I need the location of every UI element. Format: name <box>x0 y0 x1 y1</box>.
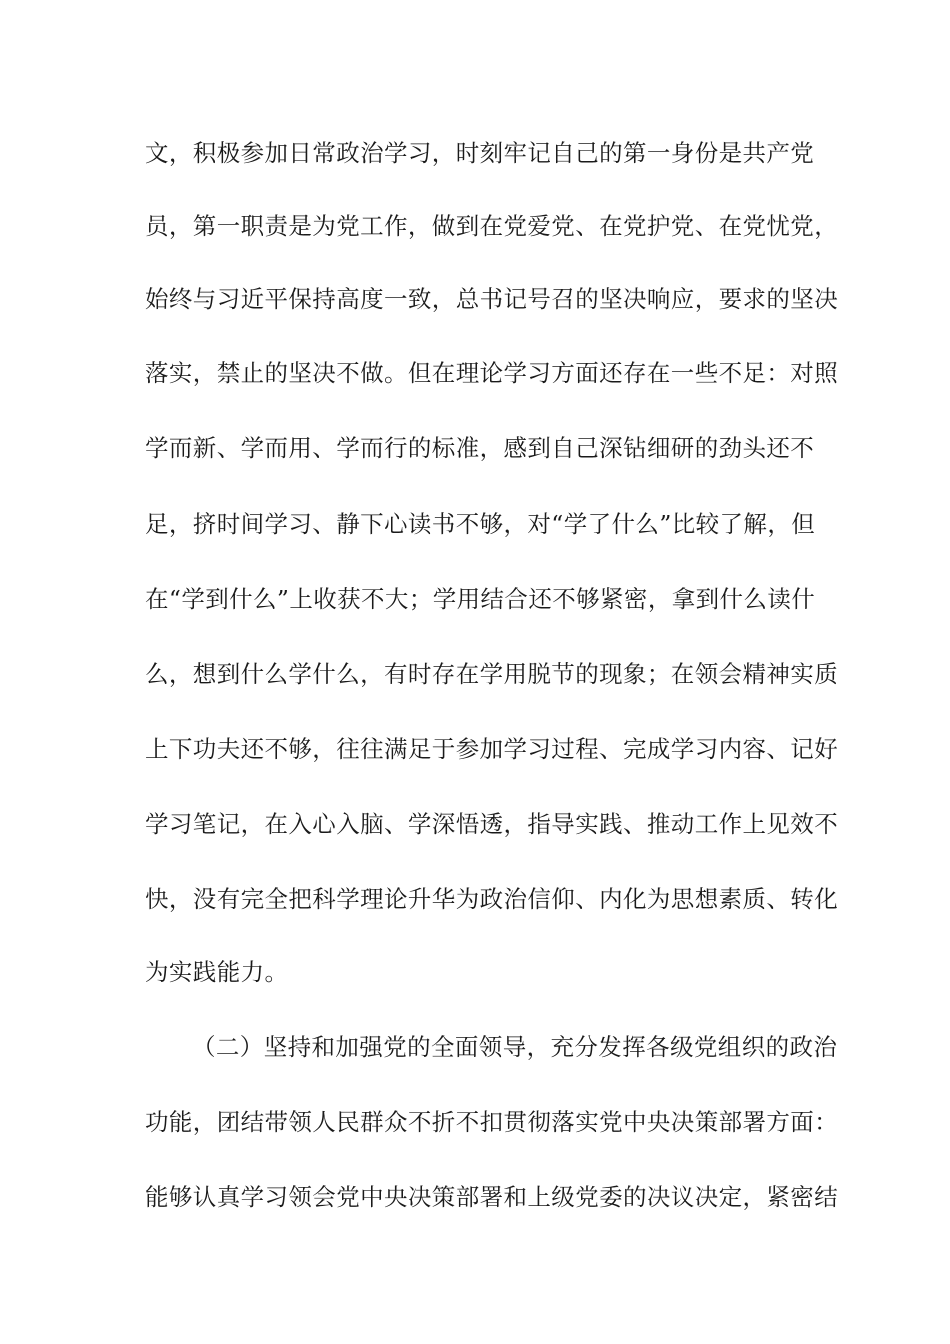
body-text-line: 落实，禁止的坚决不做。但在理论学习方面还存在一些不足：对照 <box>145 359 839 387</box>
body-text-line: 么，想到什么学什么，有时存在学用脱节的现象；在领会精神实质 <box>145 660 839 688</box>
body-text-line: 能够认真学习领会党中央决策部署和上级党委的决议决定，紧密结 <box>145 1183 839 1211</box>
body-text-line: 文，积极参加日常政治学习，时刻牢记自己的第一身份是共产党 <box>145 139 815 167</box>
body-text-line: 上下功夫还不够，往往满足于参加学习过程、完成学习内容、记好 <box>145 735 839 763</box>
body-text-line: 学而新、学而用、学而行的标准，感到自己深钻细研的劲头还不 <box>145 434 815 462</box>
body-text-line: 在“学到什么”上收获不大；学用结合还不够紧密，拿到什么读什 <box>145 585 816 613</box>
section-heading-line: （二）坚持和加强党的全面领导，充分发挥各级党组织的政治 <box>192 1033 838 1061</box>
body-text-line: 功能，团结带领人民群众不折不扣贯彻落实党中央决策部署方面： <box>145 1108 839 1136</box>
body-text-line: 学习笔记，在入心入脑、学深悟透，指导实践、推动工作上见效不 <box>145 810 839 838</box>
body-text-line: 员，第一职责是为党工作，做到在党爱党、在党护党、在党忧党， <box>145 212 839 240</box>
body-text-line: 始终与习近平保持高度一致，总书记号召的坚决响应，要求的坚决 <box>145 285 839 313</box>
body-text-line: 足，挤时间学习、静下心读书不够，对“学了什么”比较了解，但 <box>145 510 816 538</box>
body-text-line: 为实践能力。 <box>145 958 289 986</box>
body-text-line: 快，没有完全把科学理论升华为政治信仰、内化为思想素质、转化 <box>145 885 839 913</box>
